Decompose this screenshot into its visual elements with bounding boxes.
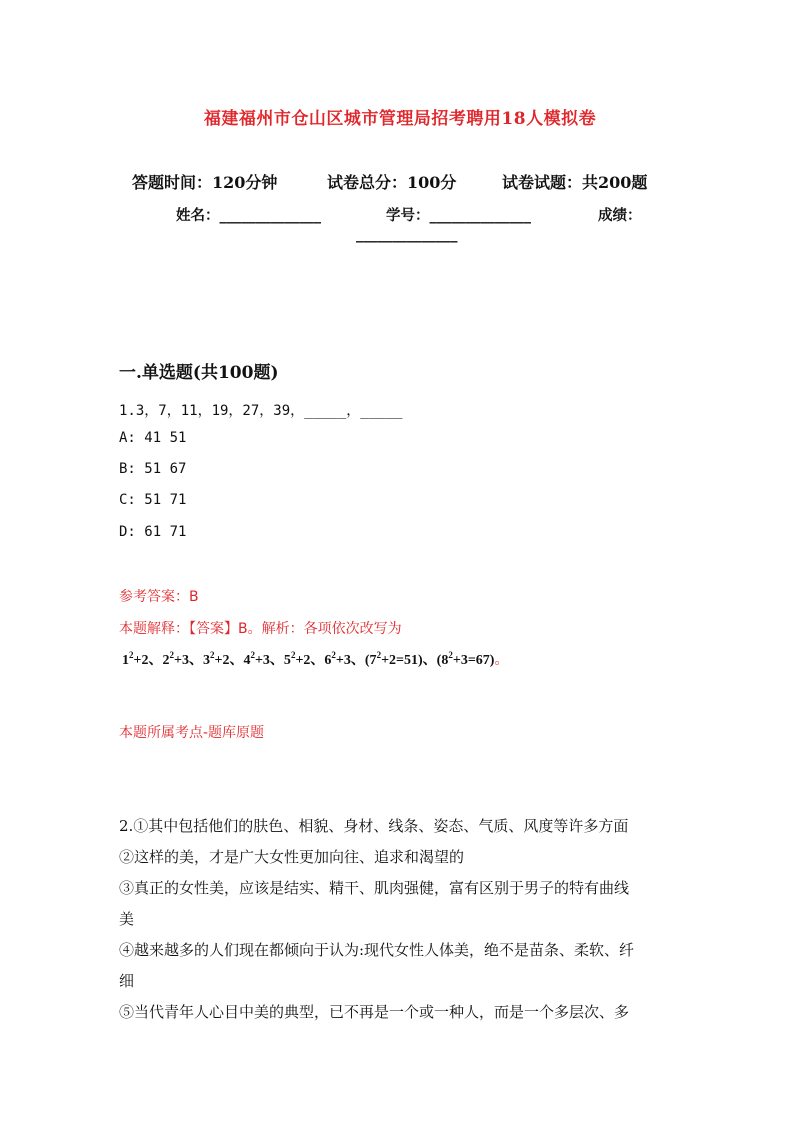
option-a: A: 41 51 <box>119 430 187 446</box>
student-id-field: 学号：______________ <box>386 207 531 224</box>
question-2-line-3: ③真正的女性美，应该是结实、精干、肌肉强健，富有区别于男子的特有曲线 <box>119 879 630 897</box>
grade-blank-line: ______________ <box>356 226 458 243</box>
exam-question-count: 试卷试题：共200题 <box>502 173 648 192</box>
question-2-line-1: 2.①其中包括他们的肤色、相貌、身材、线条、姿态、气质、风度等许多方面 <box>119 817 629 835</box>
exam-total-score: 试卷总分：100分 <box>327 173 457 192</box>
option-b: B: 51 67 <box>119 461 187 477</box>
formula-period: 。 <box>494 653 509 668</box>
question-2-line-5: ④越来越多的人们现在都倾向于认为:现代女性人体美，绝不是苗条、柔软、纤 <box>119 941 635 959</box>
question-2-line-4: 美 <box>119 910 135 928</box>
exam-time: 答题时间：120分钟 <box>132 173 278 192</box>
grade-field: 成绩： <box>598 207 642 224</box>
section-title: 一.单选题(共100题) <box>119 363 279 383</box>
question-2-line-2: ②这样的美，才是广大女性更加向往、追求和渴望的 <box>119 848 465 866</box>
reference-answer: 参考答案：B <box>119 589 199 605</box>
exam-title: 福建福州市仓山区城市管理局招考聘用18人模拟卷 <box>203 109 597 129</box>
question-2-line-7: ⑤当代青年人心目中美的典型，已不再是一个或一种人，而是一个多层次、多 <box>119 1003 630 1021</box>
question-2-line-6: 细 <box>119 972 135 990</box>
explanation: 本题解释：【答案】B。解析：各项依次改写为 <box>119 621 402 637</box>
name-field: 姓名：______________ <box>176 207 321 224</box>
formula-image: $1^2+2$、$2^2+3$、$3^2+2$、$4^2+3$、$5^2+2$、$6^2+3$、$(7^2+2=51)$、$(8^2+3=67)$。 <box>122 650 509 668</box>
topic-source: 本题所属考点-题库原题 <box>119 725 265 741</box>
option-c: C: 51 71 <box>119 492 187 508</box>
option-d: D: 61 71 <box>119 524 187 540</box>
question-1-stem: 1.3，7，11，19，27，39，_____，_____ <box>119 403 403 419</box>
